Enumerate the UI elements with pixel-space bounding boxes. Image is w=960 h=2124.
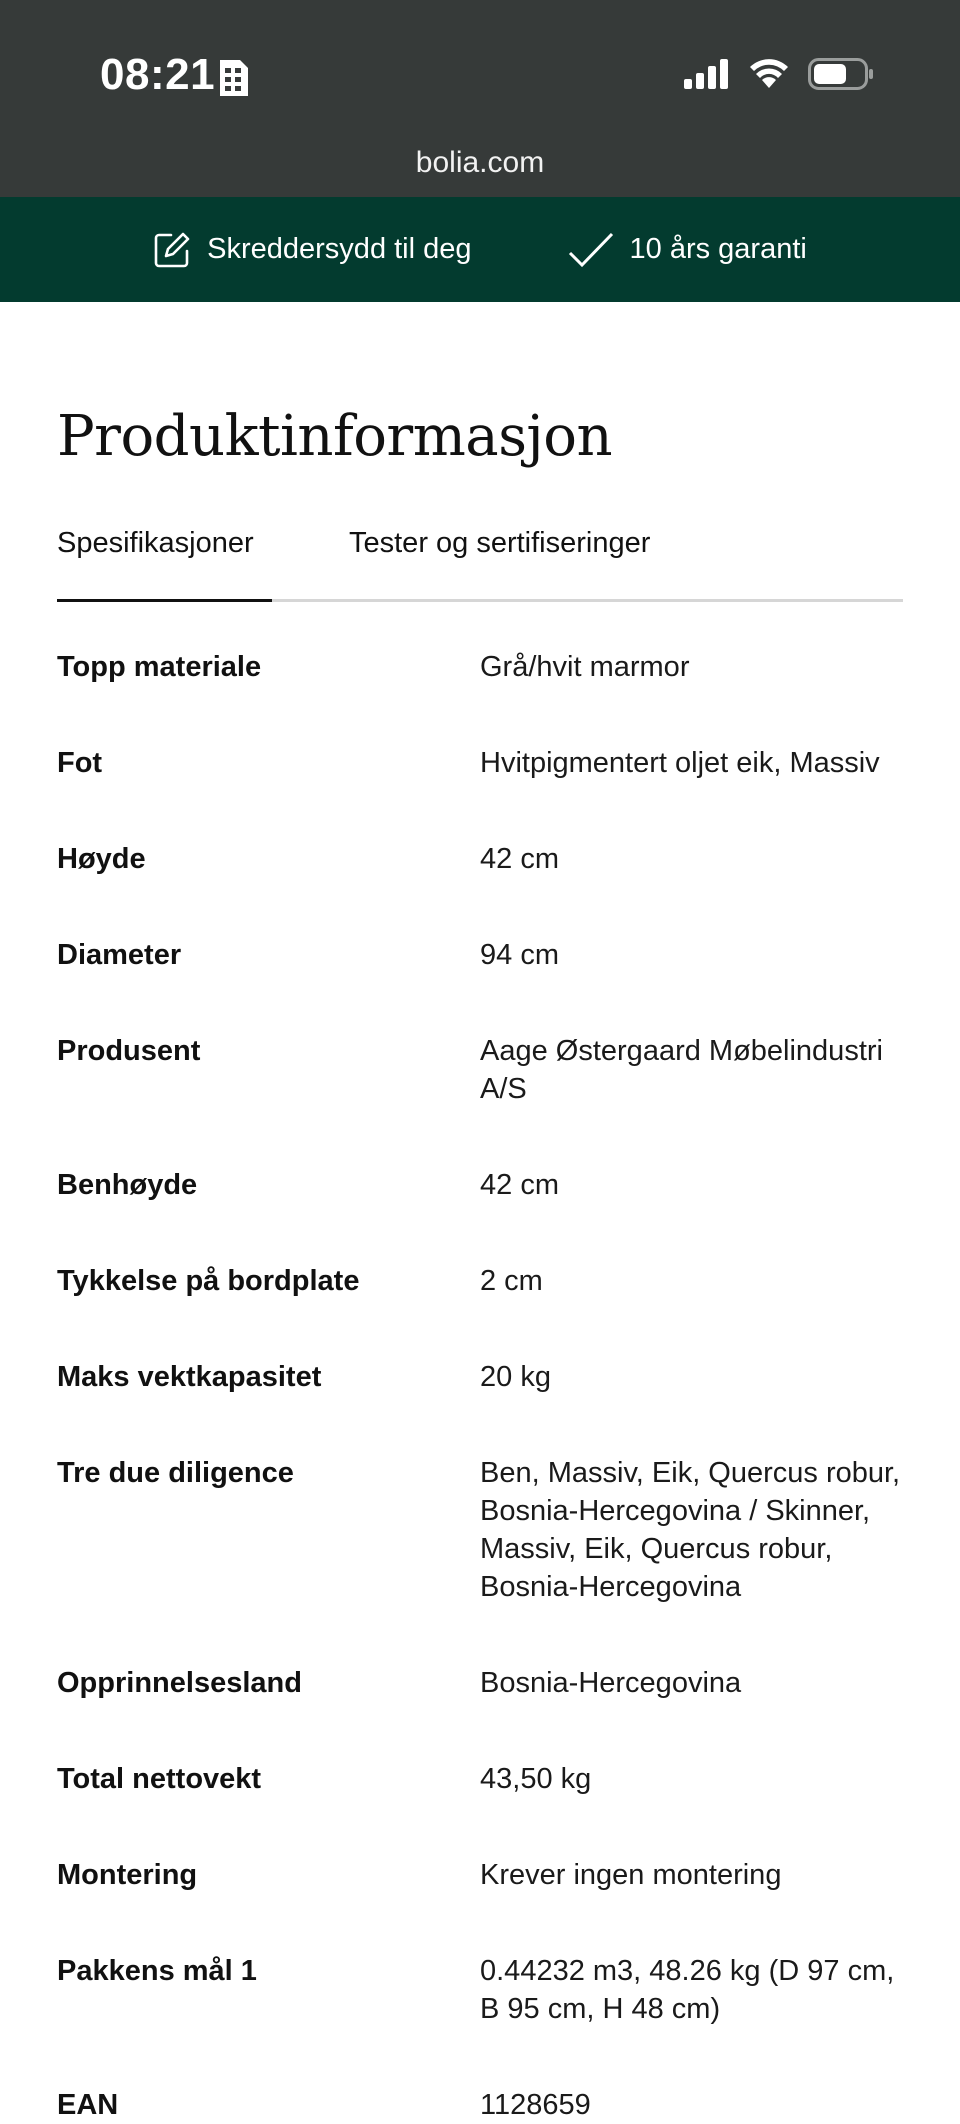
spec-value: 42 cm: [480, 1169, 559, 1201]
spec-value: Bosnia-Hercegovina: [480, 1667, 742, 1699]
spec-row: [57, 840, 903, 878]
spec-label: Tykkelse på bordplate: [57, 1265, 360, 1297]
spec-row: [57, 1358, 903, 1396]
spec-label: Maks vektkapasitet: [57, 1361, 322, 1393]
spec-row: [57, 1262, 903, 1300]
spec-label: Montering: [57, 1859, 198, 1891]
spec-value: 20 kg: [480, 1361, 551, 1393]
spec-row: [57, 744, 903, 782]
spec-value: 2 cm: [480, 1265, 543, 1297]
spec-label: Produsent: [57, 1035, 201, 1067]
spec-row: [57, 936, 903, 974]
spec-row: [57, 1454, 903, 1606]
check-icon: [568, 231, 614, 269]
spec-label: EAN: [57, 2089, 119, 2121]
spec-row: [57, 1166, 903, 1204]
spec-value: 0.44232 m3, 48.26 kg (D 97 cm, B 95 cm, H 48 cm): [480, 1955, 895, 2025]
spec-row: [57, 2086, 903, 2124]
spec-value: Hvitpigmentert oljet eik, Massiv: [480, 747, 880, 779]
spec-label: Topp materiale: [57, 651, 262, 683]
spec-label: Tre due diligence: [57, 1457, 294, 1489]
status-time: 08:21: [100, 50, 216, 99]
spec-row: [57, 1760, 903, 1798]
signal-icon: [684, 59, 730, 89]
product-info-section: [0, 302, 960, 2124]
usp-bar: [0, 197, 960, 302]
spec-row: [57, 1664, 903, 1702]
spec-value: Aage Østergaard Møbelindustri A/S: [480, 1035, 883, 1105]
spec-label: Benhøyde: [57, 1169, 198, 1201]
spec-row: [57, 648, 903, 686]
tab-bar: [57, 525, 903, 602]
usp-label: Skreddersydd til deg: [207, 233, 472, 265]
spec-value: 1128659: [480, 2089, 591, 2121]
spec-value: Krever ingen montering: [480, 1859, 782, 1891]
edit-icon: [153, 231, 191, 269]
spec-label: Opprinnelsesland: [57, 1667, 302, 1699]
spec-row: [57, 1032, 903, 1108]
spec-list: [57, 648, 903, 2124]
spec-value: 42 cm: [480, 843, 559, 875]
address-bar-url[interactable]: bolia.com: [415, 146, 545, 179]
spec-label: Pakkens mål 1: [57, 1955, 257, 1987]
spec-value: 94 cm: [480, 939, 559, 971]
wifi-icon: [748, 58, 790, 90]
status-bar: [0, 0, 960, 197]
spec-value: 43,50 kg: [480, 1763, 592, 1795]
usp-item-tailored: [153, 231, 471, 269]
usp-item-warranty: [568, 231, 807, 269]
spec-label: Total nettovekt: [57, 1763, 262, 1795]
sim-card-icon: [218, 58, 250, 98]
tab-specifications[interactable]: Spesifikasjoner: [57, 525, 272, 599]
spec-row: [57, 1952, 903, 2028]
spec-row: [57, 1856, 903, 1894]
spec-value: Grå/hvit marmor: [480, 651, 690, 683]
spec-label: Diameter: [57, 939, 182, 971]
tab-tests-certifications[interactable]: Tester og sertifiseringer: [349, 527, 651, 559]
section-heading: Produktinformasjon: [57, 404, 613, 469]
usp-label: 10 års garanti: [629, 233, 807, 265]
spec-label: Fot: [57, 747, 103, 779]
spec-value: Ben, Massiv, Eik, Quercus robur, Bosnia-Hercegovina / Skinner, Massiv, Eik, Quercus robur, Bosnia-Hercegovina: [480, 1457, 901, 1603]
spec-label: Høyde: [57, 843, 146, 875]
battery-icon: [808, 58, 874, 90]
